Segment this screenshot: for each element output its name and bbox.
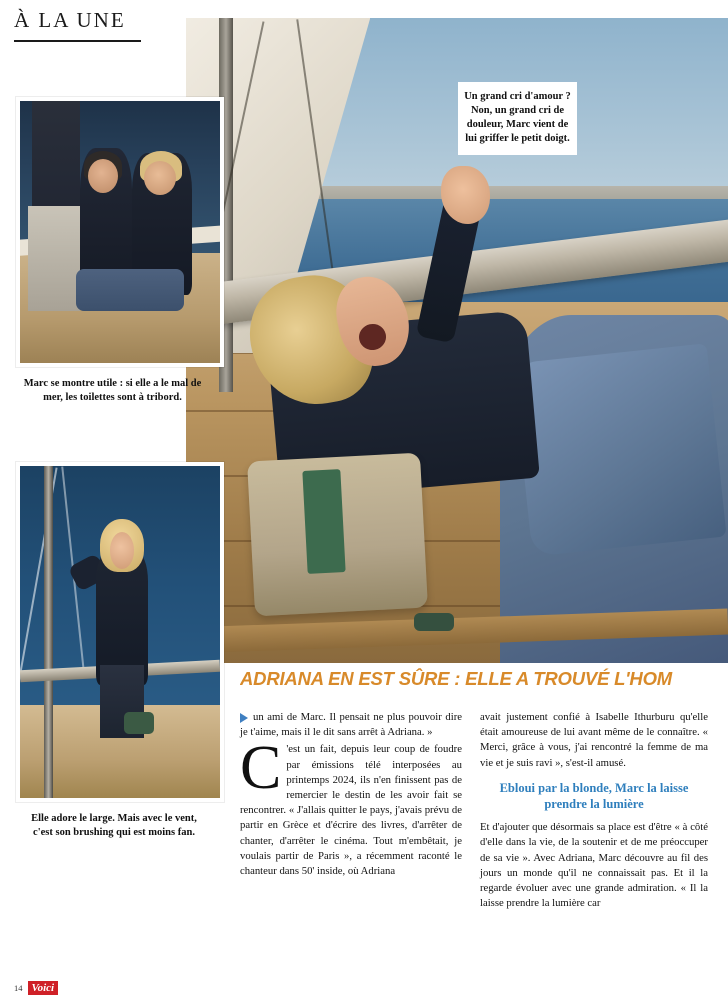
page-footer <box>14 981 58 995</box>
inset1-person-seated-left-head <box>88 159 118 193</box>
hero-deck-cleat <box>414 613 454 631</box>
inset-photo-top-caption: Marc se montre utile : si elle a le mal de mer, les toilettes sont à tribord. <box>23 378 202 404</box>
article-body-right-first: avait justement confié à Isabelle Ithurburu qu'elle était amoureuse de lui avant même de le connaître. « Merci, grâce à vous, j'ai rencontré la femme de ma vie et je suis ravi », s'est-il amusé. <box>480 711 708 769</box>
hero-photo <box>186 18 728 663</box>
inset1-legs <box>76 269 184 311</box>
arrow-marker-icon <box>240 713 248 723</box>
inset2-mast <box>44 466 53 798</box>
page-number: 14 <box>14 983 23 993</box>
article-headline: ADRIANA EN EST SÛRE : ELLE A TROUVÉ L'HOM <box>240 668 672 689</box>
inset-photo-bottom-caption: Elle adore le large. Mais avec le vent, c'est son brushing qui est moins fan. <box>31 813 197 839</box>
article-dropcap: C <box>240 734 282 803</box>
page-kicker: À LA UNE <box>14 8 126 32</box>
hero-bag-strap <box>303 469 346 574</box>
article-column-left <box>240 710 462 881</box>
article-body-right-second: Et d'ajouter que désormais sa place est d'être « à côté d'elle dans la vie, de la soutenir et de me préoccuper de sa vie ». Avec Adriana, Marc découvre au fil des jours un monde qu'il ne connaissait pas. Et il la regarde évoluer avec une grande admiration. « Il la laisse prendre la lumière car <box>480 821 708 910</box>
magazine-logo: Voici <box>28 981 59 995</box>
article-body-left-text: 'est un fait, depuis leur coup de foudre par émissions télé interposées au printemps 2024, ils n'en finissent pas de remercier le destin de les avoir fait se rencontrer. « J'allais quitter le pays, j'avais prévu de partir en Grèce et d'écrire des livres, d'arrêter de chanter, d'arrêter le cinéma. Tout m'embêtait, je voulais partir de Paris », a récemment raconté le chanteur dans 50' inside, où Adriana <box>240 743 462 877</box>
inset1-person-standing-pants <box>28 206 80 311</box>
article-body-left <box>240 734 462 879</box>
inset2-woman-face <box>110 532 134 569</box>
inset-photo-bottom <box>16 462 224 802</box>
article-column-right <box>480 710 708 913</box>
inset-photo-top <box>16 97 224 367</box>
inset2-winch <box>124 712 154 734</box>
photo-callout: Un grand cri d'amour ? Non, un grand cri de douleur, Marc vient de lui griffer le petit doigt. <box>458 82 577 155</box>
hero-companion-jeans <box>512 344 726 557</box>
header-divider <box>14 40 141 42</box>
article-intro-text: un ami de Marc. Il pensait ne plus pouvoir dire je t'aime, mais il le dit sans arrêt à Adriana. » <box>240 711 462 739</box>
article-subheading: Ebloui par la blonde, Marc la laisse prendre la lumière <box>499 780 689 811</box>
